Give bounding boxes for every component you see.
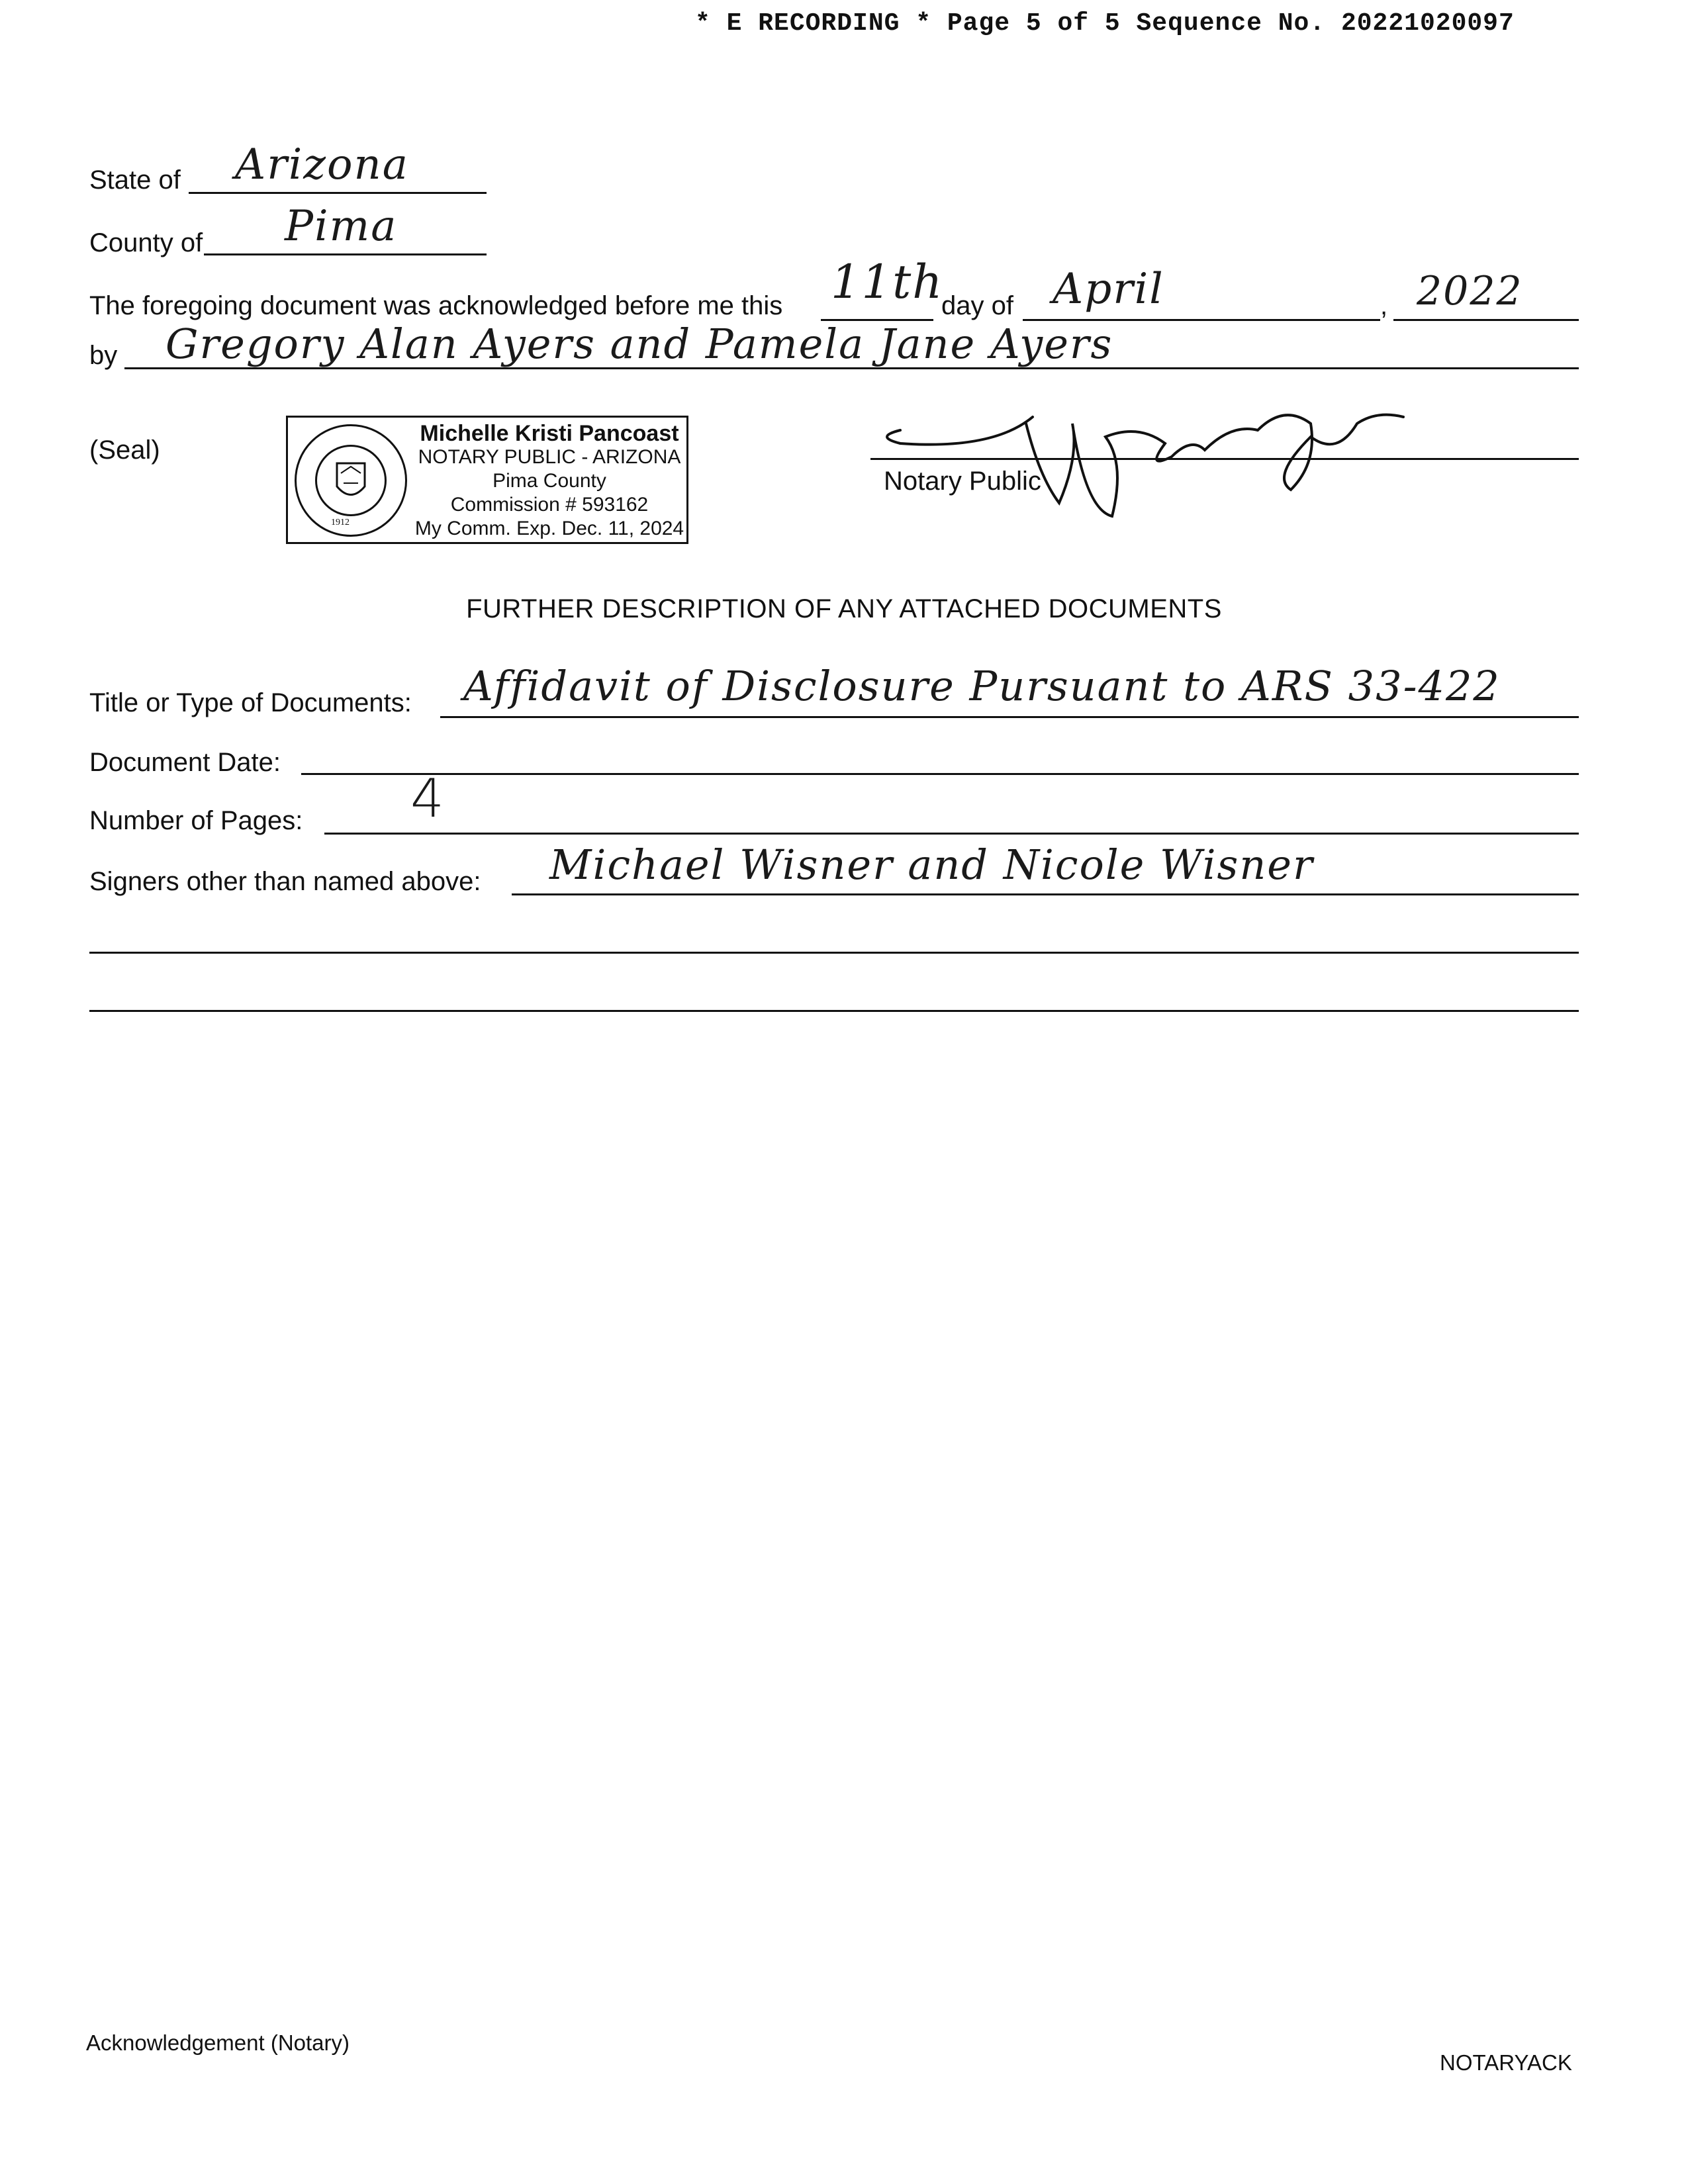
stamp-commission: Commission # 593162: [450, 494, 649, 516]
signers-line: [512, 893, 1579, 895]
notary-signature: [861, 397, 1456, 529]
blank-line-2: [89, 1010, 1579, 1012]
year-line: [1393, 319, 1579, 321]
year-value: 2022: [1417, 268, 1523, 314]
by-value: Gregory Alan Ayers and Pamela Jane Ayers: [165, 320, 1113, 368]
pages-value: 4: [410, 768, 445, 829]
pages-line: [324, 833, 1579, 835]
title-type-value: Affidavit of Disclosure Pursuant to ARS 33-422: [463, 662, 1501, 710]
state-seal-icon: [295, 424, 407, 537]
notary-stamp: [286, 416, 688, 544]
blank-line-1: [89, 952, 1579, 954]
signers-label: Signers other than named above:: [89, 867, 481, 896]
footer-form-code: NOTARYACK: [1440, 2050, 1572, 2075]
title-type-label: Title or Type of Documents:: [89, 688, 412, 717]
state-label: State of: [89, 165, 181, 195]
state-value: Arizona: [235, 140, 409, 189]
seal-emblem-icon: [315, 445, 387, 516]
document-date-label: Document Date:: [89, 748, 281, 777]
comma: ,: [1380, 291, 1388, 320]
day-value: 11th: [831, 255, 944, 309]
foregoing-label: The foregoing document was acknowledged before me this: [89, 291, 783, 320]
stamp-expiration: My Comm. Exp. Dec. 11, 2024: [414, 518, 684, 539]
county-label: County of: [89, 228, 203, 257]
signers-value: Michael Wisner and Nicole Wisner: [549, 841, 1314, 889]
notary-signature-line: [870, 458, 1579, 460]
state-line: [189, 192, 487, 194]
notary-public-label: Notary Public: [884, 467, 1041, 496]
seal-year: 1912: [331, 518, 350, 527]
county-value: Pima: [285, 202, 398, 251]
further-description-heading: FURTHER DESCRIPTION OF ANY ATTACHED DOCUMENTS: [466, 594, 1222, 623]
stamp-title: NOTARY PUBLIC - ARIZONA: [418, 446, 681, 468]
footer-form-name: Acknowledgement (Notary): [86, 2030, 350, 2055]
by-label: by: [89, 341, 118, 370]
seal-shield-icon: [317, 447, 385, 514]
pages-label: Number of Pages:: [89, 806, 303, 835]
day-of-label: day of: [941, 291, 1013, 320]
stamp-county: Pima County: [492, 470, 606, 492]
month-value: April: [1053, 265, 1164, 314]
county-line: [204, 253, 487, 255]
document-date-line: [301, 773, 1579, 775]
seal-label: (Seal): [89, 435, 160, 465]
stamp-text: [414, 422, 685, 541]
recording-header: * E RECORDING * Page 5 of 5 Sequence No. 20221020097: [695, 9, 1515, 38]
title-type-line: [440, 716, 1579, 718]
stamp-notary-name: Michelle Kristi Pancoast: [420, 421, 679, 446]
